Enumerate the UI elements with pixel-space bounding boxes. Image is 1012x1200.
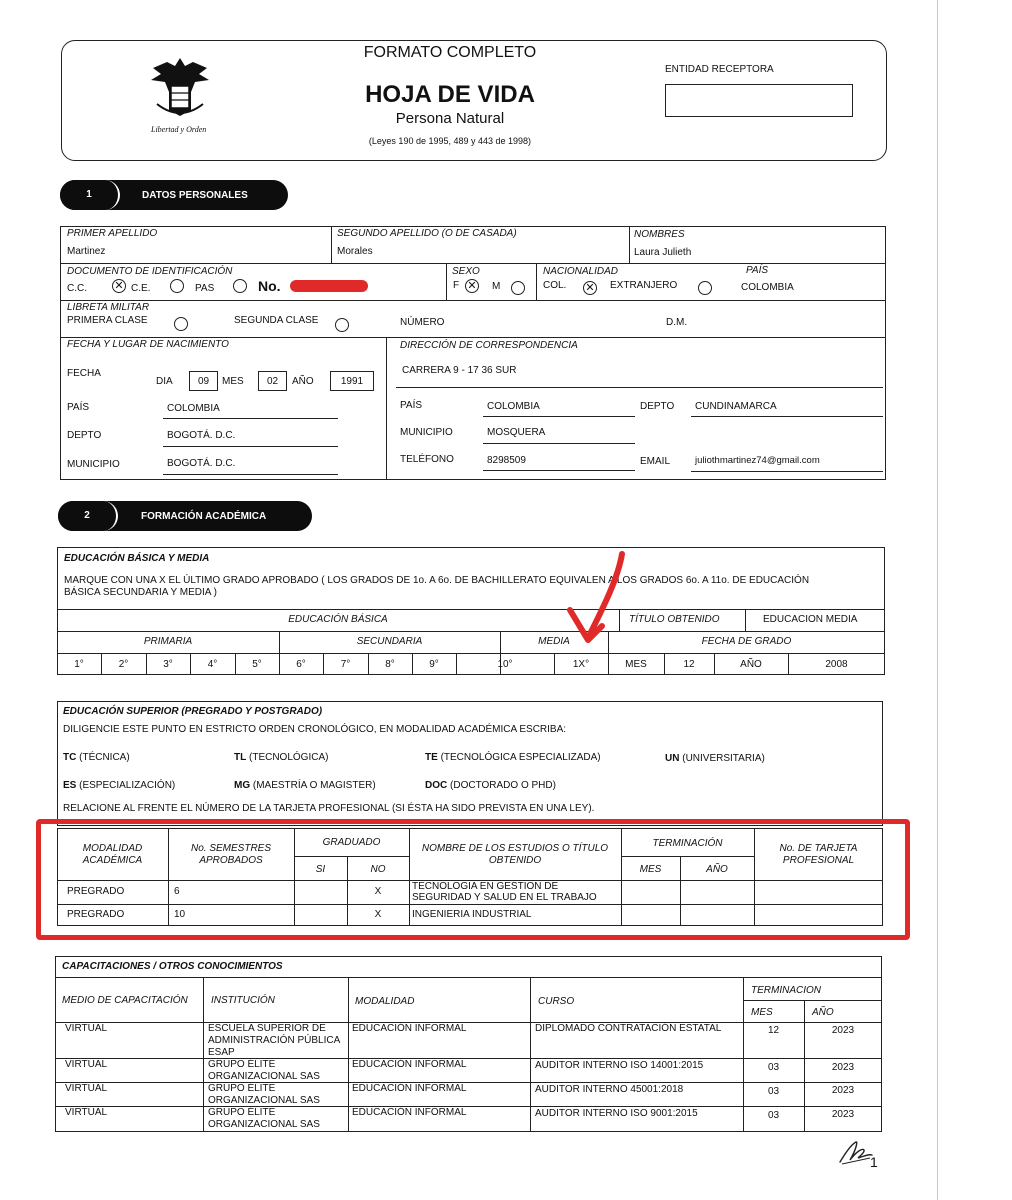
mg-code: MG xyxy=(234,780,251,791)
entidad-field[interactable] xyxy=(665,84,853,117)
nombres-label: NOMBRES xyxy=(634,229,685,240)
logo-motto: Libertad y Orden xyxy=(151,125,207,134)
municipio-corr-label: MUNICIPIO xyxy=(400,427,453,438)
grade-cell[interactable]: 10° xyxy=(497,659,513,670)
cap-row-mes[interactable]: 12 xyxy=(767,1025,780,1036)
cap-h-medio: MEDIO DE CAPACITACIÓN xyxy=(62,995,188,1006)
superior-row-no[interactable]: X xyxy=(374,886,382,897)
dm-label: D.M. xyxy=(666,317,688,328)
cap-row-modalidad[interactable]: EDUCACIÓN INFORMAL xyxy=(352,1083,467,1094)
cap-row-curso[interactable]: AUDITOR INTERNO ISO 9001:2015 xyxy=(535,1108,698,1119)
te-desc: (TECNOLÓGICA ESPECIALIZADA) xyxy=(440,752,601,763)
cap-row-modalidad[interactable]: EDUCACIÓN INFORMAL xyxy=(352,1023,467,1034)
h-nombre-2: OBTENIDO xyxy=(488,855,542,866)
un-legend xyxy=(665,753,765,764)
red-arrow-annotation xyxy=(560,548,640,648)
ce-label: C.E. xyxy=(131,283,151,294)
cap-row-mes[interactable]: 03 xyxy=(767,1062,780,1073)
capacitaciones-title: CAPACITACIONES / OTROS CONOCIMIENTOS xyxy=(62,961,283,972)
es-code: ES xyxy=(63,780,77,791)
tl-code: TL xyxy=(234,752,247,763)
un-code: UN xyxy=(665,753,680,764)
cap-row-medio[interactable]: VIRTUAL xyxy=(65,1107,108,1118)
superior-row-semestres[interactable]: 10 xyxy=(174,909,186,920)
segundo-apellido-value[interactable]: Morales xyxy=(337,246,373,257)
secundaria-header: SECUNDARIA xyxy=(356,636,423,647)
depto-nac-value[interactable]: BOGOTÁ. D.C. xyxy=(167,430,236,441)
doc-number-label: No. xyxy=(258,278,281,294)
titulo-obtenido-header: TÍTULO OBTENIDO xyxy=(629,614,720,625)
cc-label: C.C. xyxy=(67,283,87,294)
redaction-mark xyxy=(290,280,368,292)
red-highlight-box xyxy=(36,819,910,940)
municipio-corr-value[interactable]: MOSQUERA xyxy=(487,427,546,438)
pais-corr-label: PAÍS xyxy=(400,400,423,411)
educacion-media-value[interactable]: EDUCACION MEDIA xyxy=(763,614,858,625)
segunda-clase-label: SEGUNDA CLASE xyxy=(234,315,319,326)
doc-desc: (DOCTORADO O PHD) xyxy=(450,780,556,791)
mg-legend xyxy=(234,780,376,791)
superior-instruction: DILIGENCIE ESTE PUNTO EN ESTRICTO ORDEN CRONOLÓGICO, EN MODALIDAD ACADÉMICA ESCRIBA: xyxy=(63,724,567,735)
educacion-basica-header: EDUCACIÓN BÁSICA xyxy=(288,614,388,625)
media-header: MEDIA xyxy=(538,636,570,647)
tc-desc: (TÉCNICA) xyxy=(79,752,130,763)
cap-h-institucion: INSTITUCIÓN xyxy=(211,995,275,1006)
h-si: SI xyxy=(315,864,326,875)
section-2-number: 2 xyxy=(58,501,118,531)
email-value[interactable]: juliothmartinez74@gmail.com xyxy=(695,455,820,466)
section-1-number: 1 xyxy=(60,180,120,210)
cap-row-institucion-3[interactable]: ESAP xyxy=(208,1047,235,1058)
nombres-value[interactable]: Laura Julieth xyxy=(634,247,692,258)
basica-instruction-1: MARQUE CON UNA X EL ÚLTIMO GRADO APROBADO ( LOS GRADOS DE 1o. A 6o. DE BACHILLERATO EQUIVALEN A LOS GRADOS 6o. A 11o. DE EDUCACIÓN xyxy=(64,575,810,586)
page-subtitle: Persona Natural xyxy=(395,110,505,127)
primera-clase-radio[interactable] xyxy=(174,317,188,331)
basica-instruction-2: BÁSICA SECUNDARIA Y MEDIA ) xyxy=(64,587,218,598)
grade-cell[interactable]: 4° xyxy=(207,659,218,670)
numero-label: NÚMERO xyxy=(400,317,445,328)
municipio-nac-value[interactable]: BOGOTÁ. D.C. xyxy=(167,458,236,469)
segundo-apellido-label: SEGUNDO APELLIDO (O DE CASADA) xyxy=(337,228,517,239)
col-radio-checked[interactable] xyxy=(583,281,597,295)
segunda-clase-radio[interactable] xyxy=(335,318,349,332)
grade-cell[interactable]: 2° xyxy=(118,659,129,670)
cap-row-institucion-2[interactable]: ORGANIZACIONAL SAS xyxy=(208,1095,320,1106)
grade-cell[interactable]: 5° xyxy=(252,659,262,670)
cap-h-mes: MES xyxy=(751,1007,773,1018)
h-semestres-1: No. SEMESTRES xyxy=(190,843,272,854)
ce-radio[interactable] xyxy=(170,279,184,293)
dia-value: 09 xyxy=(197,376,210,387)
nacimiento-label: FECHA Y LUGAR DE NACIMIENTO xyxy=(67,339,229,350)
libreta-label: LIBRETA MILITAR xyxy=(67,302,150,313)
superior-row-nombre-2[interactable]: SEGURIDAD Y SALUD EN EL TRABAJO xyxy=(412,892,597,903)
cap-row-institucion-2[interactable]: ORGANIZACIONAL SAS xyxy=(208,1071,320,1082)
cap-row-institucion[interactable]: GRUPO ÉLITE xyxy=(208,1107,276,1118)
cap-h-curso: CURSO xyxy=(538,996,575,1007)
h-no: NO xyxy=(370,864,386,875)
doc-legend xyxy=(425,780,556,791)
grade-cell[interactable]: 8° xyxy=(385,659,395,670)
cap-row-institucion[interactable]: GRUPO ÉLITE xyxy=(208,1059,276,1070)
te-code: TE xyxy=(425,752,438,763)
h-mes: MES xyxy=(639,864,662,875)
cap-row-anio[interactable]: 2023 xyxy=(831,1109,855,1120)
depto-corr-value[interactable]: CUNDINAMARCA xyxy=(695,401,777,412)
extranjero-label: EXTRANJERO xyxy=(610,280,678,291)
pais-label: PAÍS xyxy=(746,265,769,276)
cap-row-modalidad[interactable]: EDUCACIÓN INFORMAL xyxy=(352,1059,467,1070)
te-legend xyxy=(425,752,601,763)
direccion-label: DIRECCIÓN DE CORRESPONDENCIA xyxy=(400,340,578,351)
pas-radio[interactable] xyxy=(233,279,247,293)
cap-row-medio[interactable]: VIRTUAL xyxy=(65,1083,108,1094)
tl-legend xyxy=(234,752,328,763)
sexo-f-radio-checked[interactable] xyxy=(465,279,479,293)
extranjero-radio[interactable] xyxy=(698,281,712,295)
grado-mes-label: MES xyxy=(625,659,647,670)
cap-h-modalidad: MODALIDAD xyxy=(355,996,415,1007)
primer-apellido-value[interactable]: Martinez xyxy=(67,246,106,257)
h-tarjeta-2: PROFESIONAL xyxy=(782,855,855,866)
fecha-label: FECHA xyxy=(67,368,101,379)
direccion-value[interactable]: CARRERA 9 - 17 36 SUR xyxy=(402,365,517,376)
es-desc: (ESPECIALIZACIÓN) xyxy=(79,780,176,791)
cap-h-anio: AÑO xyxy=(812,1007,834,1018)
basica-title: EDUCACIÓN BÁSICA Y MEDIA xyxy=(64,553,210,564)
superior-row-nombre[interactable]: TECNOLOGIA EN GESTION DE xyxy=(412,881,559,892)
cap-row-curso[interactable]: DIPLOMADO CONTRATACIÓN ESTATAL xyxy=(535,1023,722,1034)
cap-row-institucion-2[interactable]: ORGANIZACIONAL SAS xyxy=(208,1119,320,1130)
sexo-f-label: F xyxy=(453,280,460,291)
municipio-nac-label: MUNICIPIO xyxy=(67,459,120,470)
col-label: COL. xyxy=(543,280,567,291)
educacion-basica-table xyxy=(57,547,885,675)
depto-nac-label: DEPTO xyxy=(67,430,102,441)
tl-desc: (TECNOLÓGICA) xyxy=(249,752,329,763)
grade-cell[interactable]: 7° xyxy=(340,659,351,670)
depto-corr-label: DEPTO xyxy=(640,401,675,412)
cap-row-mes[interactable]: 03 xyxy=(767,1086,780,1097)
superior-row-no[interactable]: X xyxy=(374,909,382,920)
cap-row-medio[interactable]: VIRTUAL xyxy=(65,1023,108,1034)
nacionalidad-label: NACIONALIDAD xyxy=(543,266,619,277)
h-semestres-2: APROBADOS xyxy=(199,855,263,866)
superior-row-semestres[interactable]: 6 xyxy=(174,886,180,897)
cap-row-institucion[interactable]: ESCUELA SUPERIOR DE xyxy=(208,1023,326,1034)
primaria-header: PRIMARIA xyxy=(143,636,193,647)
relacione-note: RELACIONE AL FRENTE EL NÚMERO DE LA TARJETA PROFESIONAL (SI ÉSTA HA SIDO PREVISTA EN UNA LEY). xyxy=(63,803,595,814)
cap-row-anio[interactable]: 2023 xyxy=(831,1025,855,1036)
leyes-note: (Leyes 190 de 1995, 489 y 443 de 1998) xyxy=(368,136,532,146)
grade-cell-marked[interactable]: 1X° xyxy=(572,659,590,670)
cap-row-modalidad[interactable]: EDUCACIÓN INFORMAL xyxy=(352,1107,467,1118)
anio-label: AÑO xyxy=(292,376,314,387)
documento-label: DOCUMENTO DE IDENTIFICACIÓN xyxy=(67,266,233,277)
grade-cell[interactable]: 3° xyxy=(163,659,173,670)
grado-anio-label: AÑO xyxy=(740,659,762,670)
h-anio: AÑO xyxy=(706,864,728,875)
pais-corr-value[interactable]: COLOMBIA xyxy=(487,401,540,412)
page-title: HOJA DE VIDA xyxy=(365,81,535,108)
doc-code: DOC xyxy=(425,780,448,791)
grado-mes-value[interactable]: 12 xyxy=(683,659,695,670)
cap-row-medio[interactable]: VIRTUAL xyxy=(65,1059,108,1070)
pais-nac-label: PAÍS xyxy=(67,402,90,413)
sexo-label: SEXO xyxy=(452,266,480,277)
telefono-label: TELÉFONO xyxy=(400,454,454,465)
un-desc: (UNIVERSITARIA) xyxy=(682,753,765,764)
pais-nac-value[interactable]: COLOMBIA xyxy=(167,403,220,414)
cap-row-mes[interactable]: 03 xyxy=(767,1110,780,1121)
page-number: 1 xyxy=(870,1154,878,1170)
primera-clase-label: PRIMERA CLASE xyxy=(67,315,148,326)
cap-row-curso[interactable]: AUDITOR INTERNO 45001:2018 xyxy=(535,1084,684,1095)
pas-label: PAS xyxy=(195,283,215,294)
cap-h-terminacion: TERMINACION xyxy=(751,985,821,996)
h-modalidad-2: ACADÉMICA xyxy=(82,855,143,866)
entidad-label: ENTIDAD RECEPTORA xyxy=(665,64,774,75)
condor-shield-icon xyxy=(145,52,215,122)
h-graduado: GRADUADO xyxy=(322,837,381,848)
cap-row-anio[interactable]: 2023 xyxy=(831,1062,855,1073)
telefono-value[interactable]: 8298509 xyxy=(487,455,526,466)
section-2-title: FORMACIÓN ACADÉMICA xyxy=(141,511,267,522)
es-legend xyxy=(63,780,175,791)
tc-legend xyxy=(63,752,130,763)
cap-row-institucion[interactable]: GRUPO ÉLITE xyxy=(208,1083,276,1094)
sexo-m-label: M xyxy=(492,281,501,292)
grade-cell[interactable]: 9° xyxy=(429,659,439,670)
section-1-title: DATOS PERSONALES xyxy=(142,190,248,201)
primer-apellido-label: PRIMER APELLIDO xyxy=(67,228,158,239)
h-terminacion: TERMINACIÓN xyxy=(652,838,723,849)
superior-row-nombre[interactable]: INGENIERIA INDUSTRIAL xyxy=(412,909,532,920)
grado-anio-value[interactable]: 2008 xyxy=(825,659,848,670)
sexo-m-radio[interactable] xyxy=(511,281,525,295)
grade-cell[interactable]: 6° xyxy=(296,659,306,670)
email-label: EMAIL xyxy=(640,456,671,467)
superior-title: EDUCACIÓN SUPERIOR (PREGRADO Y POSTGRADO) xyxy=(63,706,323,717)
formato-label: FORMATO COMPLETO xyxy=(363,44,537,61)
anio-value: 1991 xyxy=(340,376,364,387)
superior-row-modalidad[interactable]: PREGRADO xyxy=(67,886,125,897)
h-nombre-1: NOMBRE DE LOS ESTUDIOS O TÍTULO xyxy=(421,843,609,854)
cap-row-curso[interactable]: AUDITOR INTERNO ISO 14001:2015 xyxy=(535,1060,704,1071)
mg-desc: (MAESTRÍA O MAGISTER) xyxy=(252,780,376,791)
fecha-grado-header: FECHA DE GRADO xyxy=(701,636,792,647)
pais-value[interactable]: COLOMBIA xyxy=(741,282,794,293)
mes-label: MES xyxy=(222,376,244,387)
mes-value: 02 xyxy=(266,376,279,387)
cap-row-institucion-2[interactable]: ADMINISTRACIÓN PÚBLICA xyxy=(208,1035,341,1046)
h-tarjeta-1: No. DE TARJETA xyxy=(779,843,858,854)
h-modalidad-1: MODALIDAD xyxy=(82,843,143,854)
tc-code: TC xyxy=(63,752,77,763)
superior-row-modalidad[interactable]: PREGRADO xyxy=(67,909,125,920)
coat-of-arms-logo xyxy=(145,52,215,132)
cc-radio-checked[interactable] xyxy=(112,279,126,293)
dia-label: DIA xyxy=(156,376,173,387)
cap-row-anio[interactable]: 2023 xyxy=(831,1085,855,1096)
grade-cell[interactable]: 1° xyxy=(74,659,84,670)
